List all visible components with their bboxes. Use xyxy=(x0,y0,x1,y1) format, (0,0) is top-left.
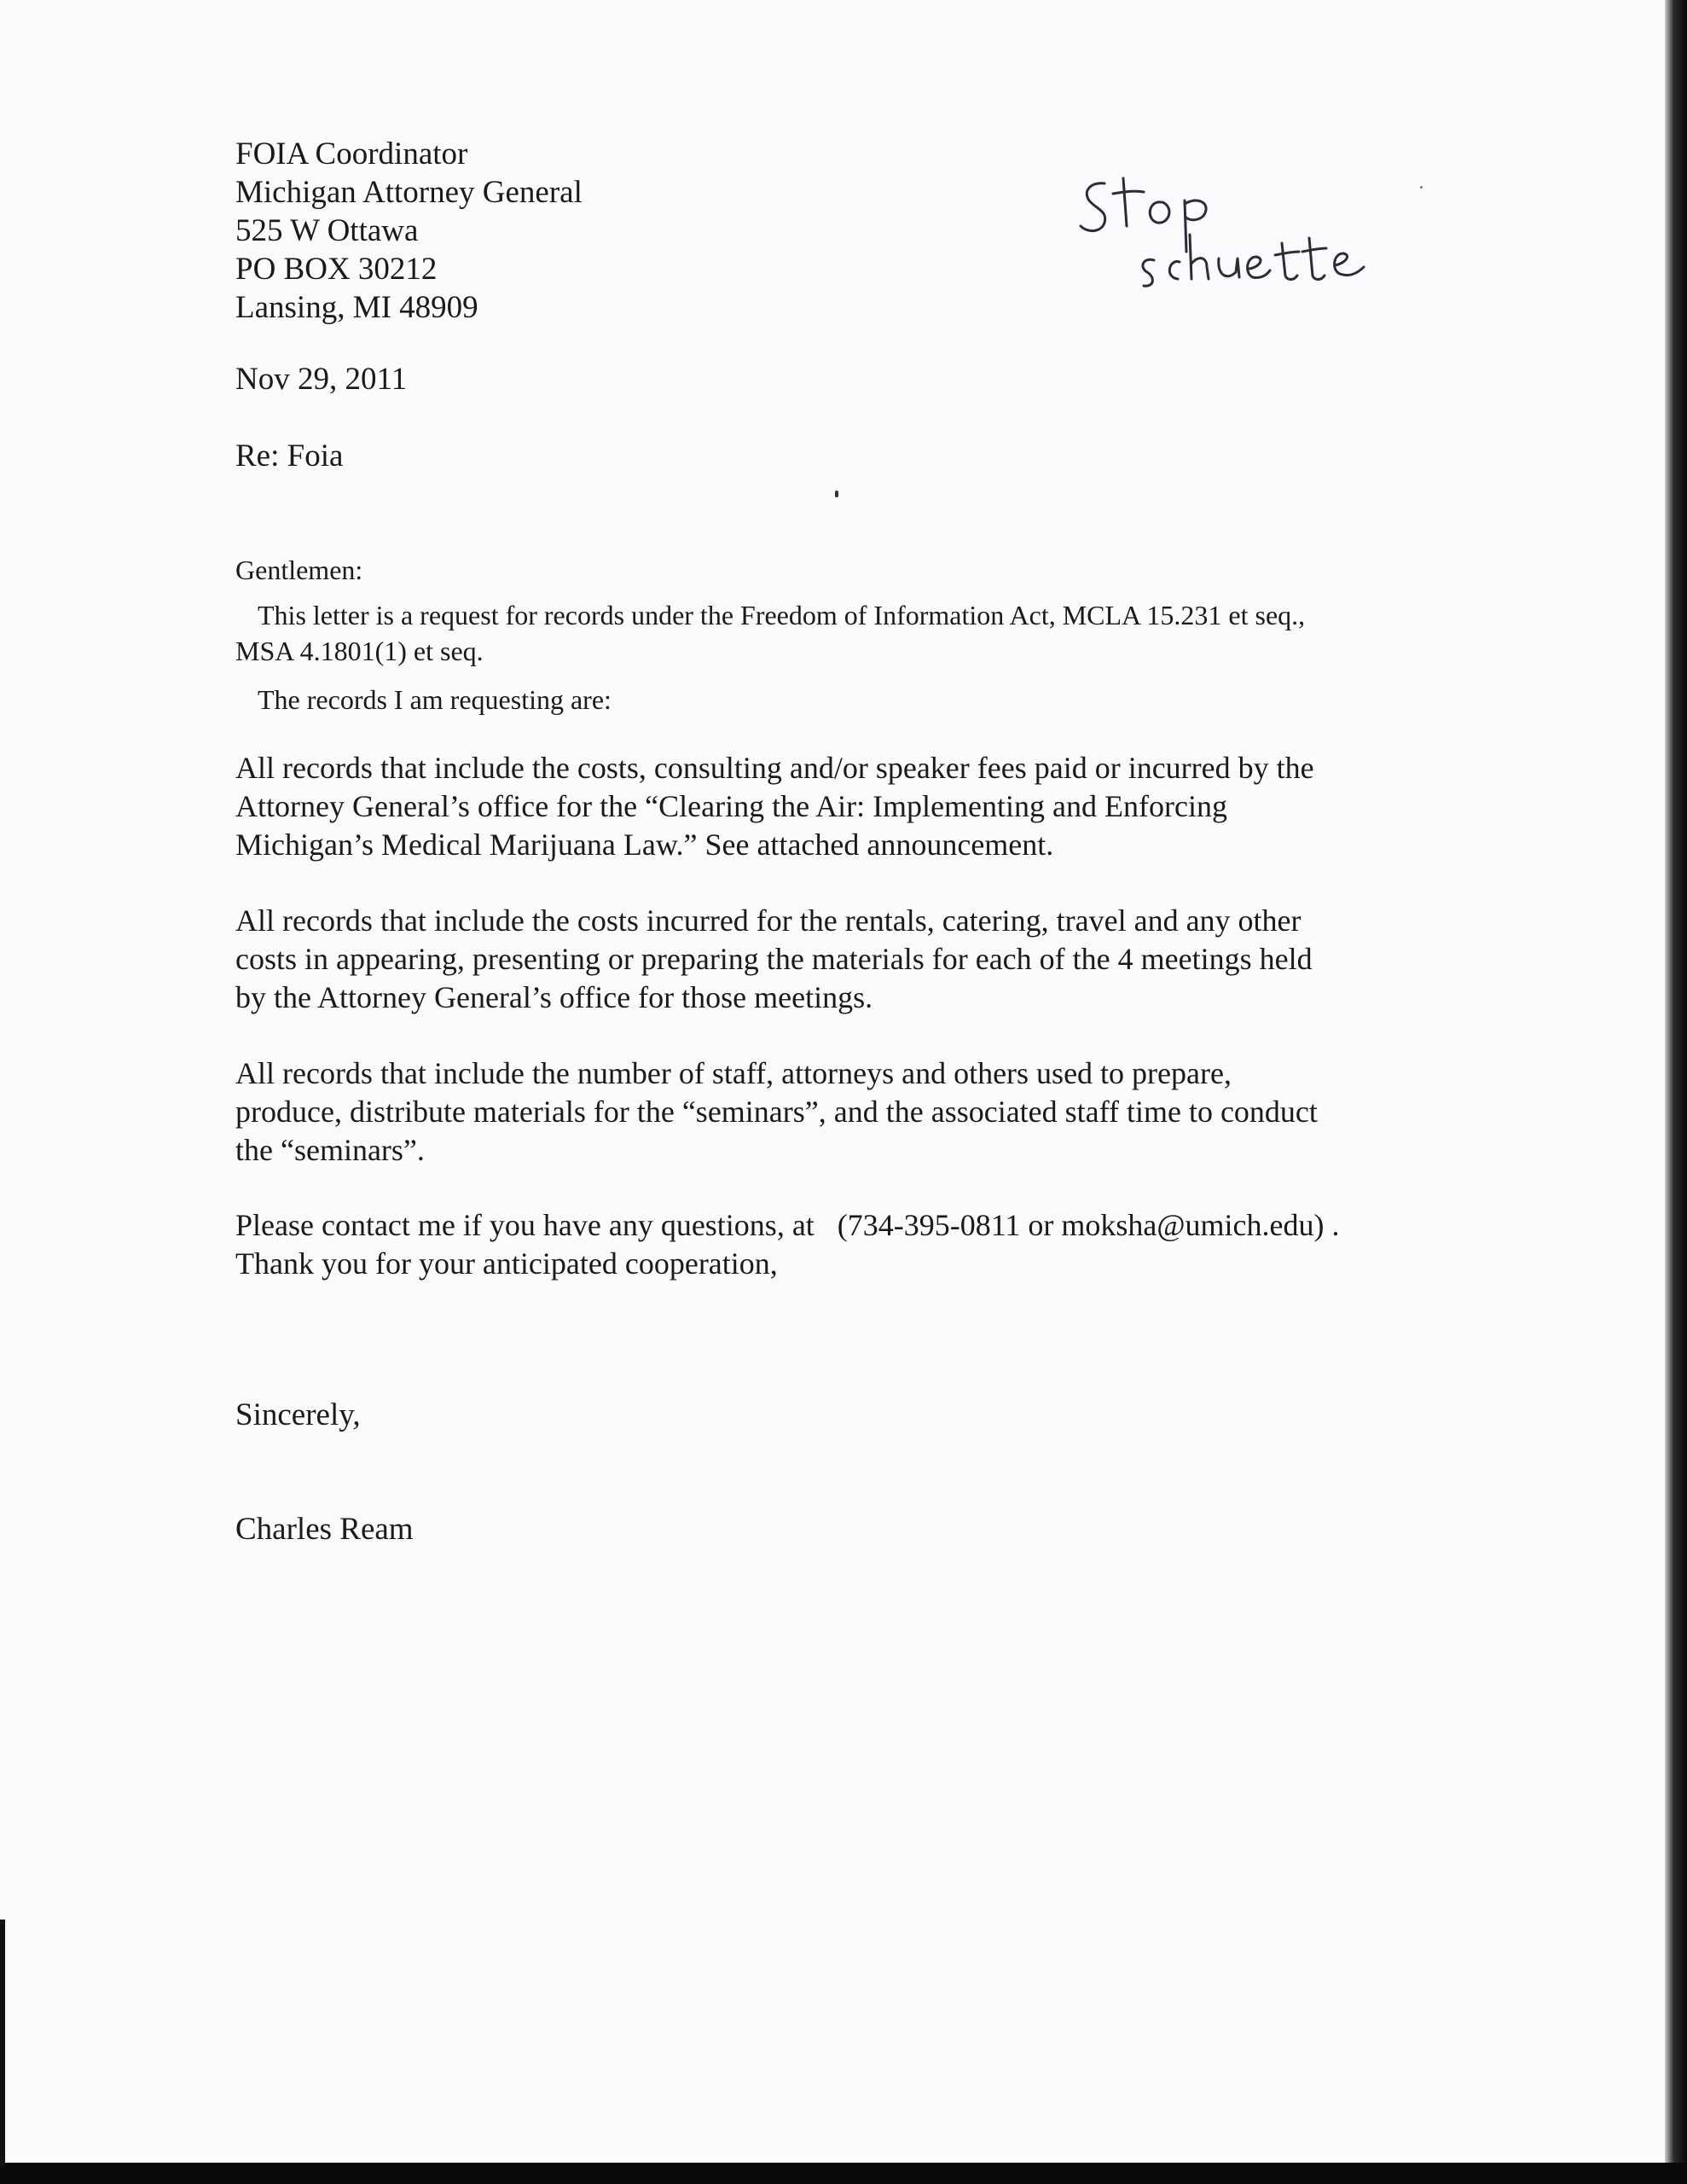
closing: Sincerely, xyxy=(235,1397,361,1432)
intro-line: This letter is a request for records under the Freedom of Information Act, MCLA 15.231 et seq., xyxy=(258,600,1306,630)
paragraph-line: Please contact me if you have any questions, at (734-395-0811 or moksha@umich.edu) . xyxy=(235,1208,1340,1242)
records-label: The records I am requesting are: xyxy=(258,684,612,715)
recipient-title: FOIA Coordinator xyxy=(235,136,468,171)
recipient-po-box: PO BOX 30212 xyxy=(235,252,438,287)
paragraph-line: All records that include the number of staff, attorneys and others used to prepare, xyxy=(235,1056,1232,1090)
request-paragraph-1 xyxy=(235,749,1446,864)
subject-line: Re: Foia xyxy=(235,439,344,473)
salutation: Gentlemen: xyxy=(235,555,363,585)
paragraph-line: the “seminars”. xyxy=(235,1133,425,1167)
recipient-city: Lansing, MI 48909 xyxy=(235,290,478,325)
recipient-street: 525 W Ottawa xyxy=(235,213,419,248)
paragraph-line: produce, distribute materials for the “seminars”, and the associated staff time to conduct xyxy=(235,1095,1318,1129)
paragraph-line: costs in appearing, presenting or preparing the materials for each of the 4 meetings held xyxy=(235,942,1313,976)
paragraph-line: Attorney General’s office for the “Clearing the Air: Implementing and Enforcing xyxy=(235,789,1227,823)
scan-edge-right xyxy=(1665,0,1687,2184)
ink-dot xyxy=(1420,186,1423,189)
letter-date: Nov 29, 2011 xyxy=(235,362,408,397)
scan-edge-bottom xyxy=(0,2163,1687,2184)
paragraph-line: Thank you for your anticipated cooperation, xyxy=(235,1246,778,1281)
request-paragraph-2 xyxy=(235,902,1446,1017)
recipient-office: Michigan Attorney General xyxy=(235,175,583,210)
intro-paragraph xyxy=(235,597,1446,669)
paragraph-line: All records that include the costs, consulting and/or speaker fees paid or incurred by the xyxy=(235,751,1314,785)
ink-speck xyxy=(835,491,838,497)
paragraph-line: All records that include the costs incurred for the rentals, catering, travel and any other xyxy=(235,903,1301,938)
paragraph-line: by the Attorney General’s office for those meetings. xyxy=(235,980,873,1014)
contact-paragraph xyxy=(235,1206,1446,1283)
paragraph-line: Michigan’s Medical Marijuana Law.” See attached announcement. xyxy=(235,828,1054,862)
intro-line: MSA 4.1801(1) et seq. xyxy=(235,636,484,666)
handwritten-note xyxy=(1070,166,1394,303)
scan-edge-left xyxy=(0,1920,5,2167)
signer-name: Charles Ream xyxy=(235,1512,414,1547)
request-paragraph-3 xyxy=(235,1054,1446,1170)
recipient-address xyxy=(235,135,583,327)
